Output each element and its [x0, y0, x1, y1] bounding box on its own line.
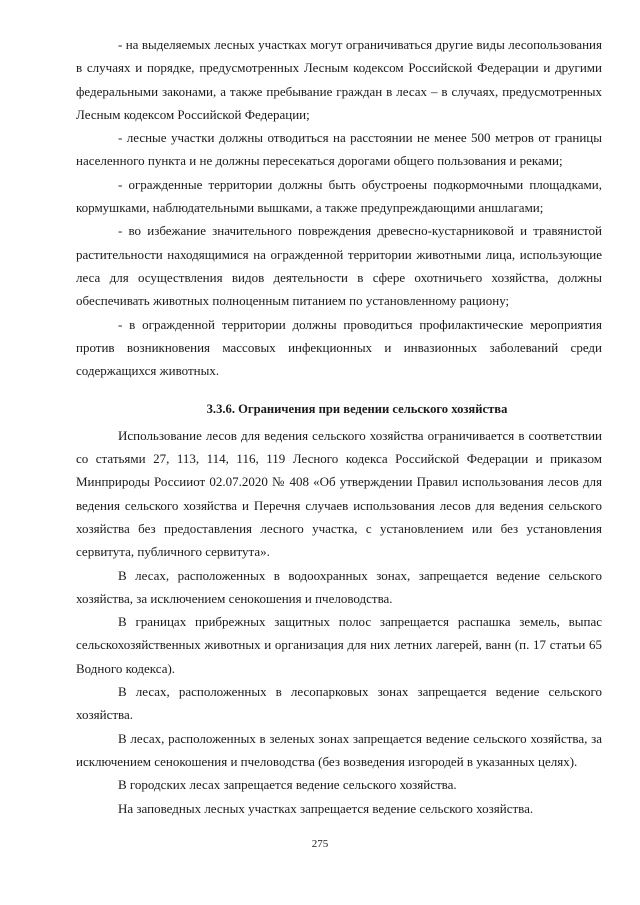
page-number: 275 — [311, 838, 329, 850]
list-item-1: - на выделяемых лесных участках могут ограничиваться другие виды лесопользования в случаях и порядке, предусмотренных Лесным кодексом Российской Федерации и другими федеральными законами, а также пребывание граждан в лесах – в случаях, предусмотренных Лесным кодексом Российской Федерации; — [76, 37, 602, 122]
list-item-2: - лесные участки должны отводиться на расстоянии не менее 500 метров от границы населенного пункта и не должны пересекаться дорогами общего пользования и реками; — [76, 130, 602, 169]
section-paragraph-5: В лесах, расположенных в зеленых зонах запрещается ведение сельского хозяйства, за исключением сенокошения и пчеловодства (без возведения изгородей в указанных целях). — [76, 730, 602, 769]
list-item-3: - огражденные территории должны быть обустроены подкормочными площадками, кормушками, наблюдательными вышками, а также предупреждающими аншлагами; — [76, 176, 602, 216]
section-paragraph-2: В лесах, расположенных в водоохранных зонах, запрещается ведение сельского хозяйства, за исключением сенокошения и пчеловодства. — [76, 567, 602, 606]
section-paragraph-6: В городских лесах запрещается ведение сельского хозяйства. — [118, 777, 457, 793]
section-paragraph-1: Использование лесов для ведения сельского хозяйства ограничивается в соответствии со статьями 27, 113, 114, 116, 119 Лесного кодекса Российской Федерации и приказом Минприроды Россииот 02.07.2020 № 408 «Об утверждении Правил использования лесов для ведения сельского хозяйства и Перечня случаев использования лесов для ведения сельского хозяйства без предоставления лесного участка, с установлением или без установления сервитута, публичного сервитута». — [76, 427, 602, 560]
list-item-4: - во избежание значительного повреждения древесно-кустарниковой и травянистой растительности находящимися на огражденной территории животными лица, использующие леса для осуществления видов деятельности в сфере охотничьего хозяйства, должны обеспечивать животных полноценным питанием по установленному рациону; — [76, 223, 602, 309]
list-item-5: - в огражденной территории должны проводиться профилактические мероприятия против возникновения массовых инфекционных и инвазионных заболеваний среди содержащихся животных. — [76, 316, 602, 379]
section-paragraph-4: В лесах, расположенных в лесопарковых зонах запрещается ведение сельского хозяйства. — [76, 684, 602, 723]
section-heading: 3.3.6. Ограничения при ведении сельского хозяйства — [206, 402, 508, 417]
section-paragraph-7: На заповедных лесных участках запрещается ведение сельского хозяйства. — [118, 800, 534, 816]
page-content — [76, 33, 602, 820]
section-paragraph-3: В границах прибрежных защитных полос запрещается распашка земель, выпас сельскохозяйственных животных и организация для них летних лагерей, ванн (п. 17 статьи 65 Водного кодекса). — [76, 614, 602, 676]
